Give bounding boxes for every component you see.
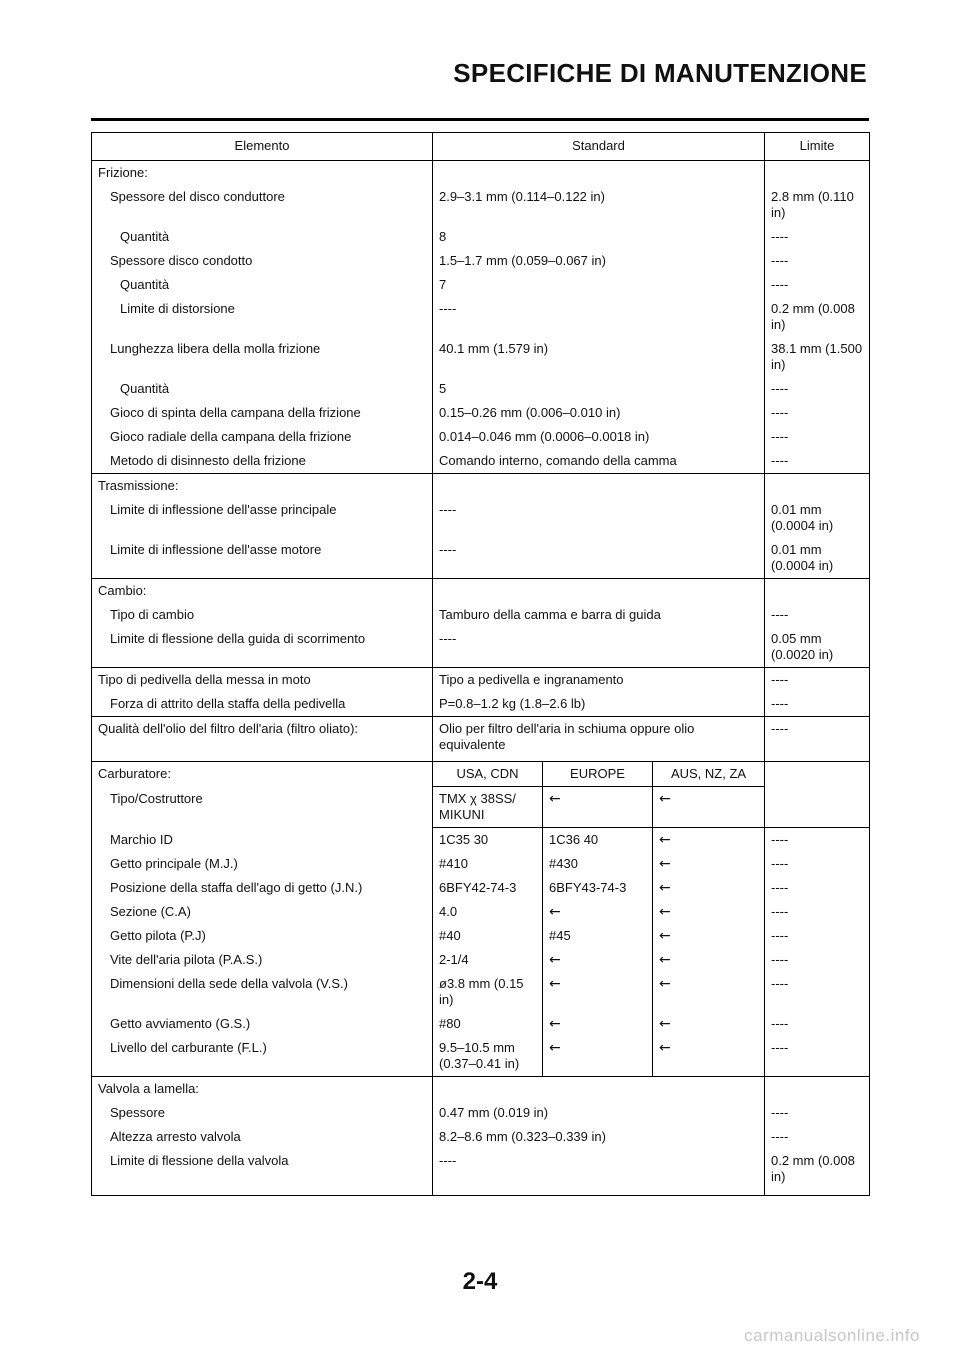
table-row (92, 1101, 870, 1125)
row-label: Spessore (92, 1101, 433, 1125)
row-limit: ---- (765, 924, 870, 948)
row-limit: ---- (765, 972, 870, 1012)
row-label: Metodo di disinnesto della frizione (92, 449, 433, 474)
row-label: Tipo/Costruttore (92, 787, 433, 828)
row-label: Dimensioni della sede della valvola (V.S.) (92, 972, 433, 1012)
row-value-europe: ← (543, 900, 653, 924)
section-heading-reed-valve: Valvola a lamella: (92, 1077, 433, 1102)
row-limit: 0.01 mm (0.0004 in) (765, 498, 870, 538)
row-limit: ---- (765, 273, 870, 297)
row-limit: ---- (765, 692, 870, 717)
table-row (92, 717, 870, 762)
row-value-europe: #430 (543, 852, 653, 876)
table-row (92, 972, 870, 1012)
row-limit: ---- (765, 948, 870, 972)
row-label: Spessore disco condotto (92, 249, 433, 273)
row-label: Gioco radiale della campana della frizione (92, 425, 433, 449)
row-limit: 38.1 mm (1.500 in) (765, 337, 870, 377)
table-row (92, 538, 870, 579)
row-value-usa-cdn: #40 (433, 924, 543, 948)
row-value-aus-nz-za: ← (653, 972, 765, 1012)
row-limit: ---- (765, 249, 870, 273)
row-value-aus-nz-za: ← (653, 924, 765, 948)
table-row (92, 603, 870, 627)
table-row (92, 425, 870, 449)
row-standard: 7 (433, 273, 765, 297)
row-value-usa-cdn: 1C35 30 (433, 828, 543, 853)
table-row (92, 762, 870, 787)
table-header-row (92, 133, 870, 161)
table-row (92, 876, 870, 900)
row-value-aus-nz-za: ← (653, 1012, 765, 1036)
row-standard: P=0.8–1.2 kg (1.8–2.6 lb) (433, 692, 765, 717)
row-label: Spessore del disco conduttore (92, 185, 433, 225)
row-standard: 8.2–8.6 mm (0.323–0.339 in) (433, 1125, 765, 1149)
region-header-europe: EUROPE (543, 762, 653, 787)
row-label: Vite dell'aria pilota (P.A.S.) (92, 948, 433, 972)
table-row (92, 161, 870, 186)
table-row (92, 787, 870, 828)
row-value-usa-cdn: #410 (433, 852, 543, 876)
row-label: Limite di inflessione dell'asse principale (92, 498, 433, 538)
row-value-usa-cdn: 2-1/4 (433, 948, 543, 972)
row-limit: 0.01 mm (0.0004 in) (765, 538, 870, 579)
row-standard: ---- (433, 627, 765, 668)
watermark: carmanualsonline.info (744, 1326, 920, 1345)
table-row (92, 1012, 870, 1036)
row-limit: ---- (765, 1036, 870, 1077)
row-label: Posizione della staffa dell'ago di getto (J.N.) (92, 876, 433, 900)
row-label: Gioco di spinta della campana della frizione (92, 401, 433, 425)
row-label: Quantità (92, 273, 433, 297)
row-standard: Comando interno, comando della camma (433, 449, 765, 474)
page-title: SPECIFICHE DI MANUTENZIONE (453, 58, 867, 88)
row-limit: ---- (765, 828, 870, 853)
row-label: Sezione (C.A) (92, 900, 433, 924)
row-label: Getto pilota (P.J) (92, 924, 433, 948)
section-heading-clutch: Frizione: (92, 161, 433, 186)
row-label: Quantità (92, 225, 433, 249)
row-value-aus-nz-za: ← (653, 852, 765, 876)
table-row (92, 948, 870, 972)
row-standard: 5 (433, 377, 765, 401)
row-limit: ---- (765, 1101, 870, 1125)
row-limit: ---- (765, 449, 870, 474)
row-value-usa-cdn: ø3.8 mm (0.15 in) (433, 972, 543, 1012)
row-standard: 2.9–3.1 mm (0.114–0.122 in) (433, 185, 765, 225)
row-limit: ---- (765, 900, 870, 924)
row-limit: ---- (765, 1125, 870, 1149)
column-header-standard: Standard (433, 133, 765, 161)
row-limit: ---- (765, 876, 870, 900)
row-standard: 1.5–1.7 mm (0.059–0.067 in) (433, 249, 765, 273)
row-value-europe: ← (543, 787, 653, 828)
table-row (92, 273, 870, 297)
row-standard: 40.1 mm (1.579 in) (433, 337, 765, 377)
row-limit: 2.8 mm (0.110 in) (765, 185, 870, 225)
table-row (92, 249, 870, 273)
table-row (92, 474, 870, 499)
row-label: Forza di attrito della staffa della pedivella (92, 692, 433, 717)
row-limit: ---- (765, 401, 870, 425)
row-label: Getto principale (M.J.) (92, 852, 433, 876)
row-label: Livello del carburante (F.L.) (92, 1036, 433, 1077)
row-label: Altezza arresto valvola (92, 1125, 433, 1149)
row-limit: ---- (765, 603, 870, 627)
table-row (92, 627, 870, 668)
table-row (92, 900, 870, 924)
row-limit: ---- (765, 717, 870, 762)
row-value-aus-nz-za: ← (653, 900, 765, 924)
table-row (92, 401, 870, 425)
maintenance-spec-table (91, 132, 870, 1196)
table-row (92, 579, 870, 604)
column-header-item: Elemento (92, 133, 433, 161)
row-label: Limite di flessione della guida di scorrimento (92, 627, 433, 668)
row-label: Getto avviamento (G.S.) (92, 1012, 433, 1036)
table-row (92, 1125, 870, 1149)
table-row (92, 297, 870, 337)
row-label: Tipo di pedivella della messa in moto (92, 668, 433, 693)
row-standard: ---- (433, 297, 765, 337)
row-value-aus-nz-za: ← (653, 1036, 765, 1077)
table-row (92, 692, 870, 717)
row-standard: 0.15–0.26 mm (0.006–0.010 in) (433, 401, 765, 425)
table-row (92, 668, 870, 693)
title-divider (91, 118, 869, 121)
row-value-europe: ← (543, 972, 653, 1012)
row-label: Marchio ID (92, 828, 433, 853)
section-heading-shift: Cambio: (92, 579, 433, 604)
table-row (92, 498, 870, 538)
row-limit: ---- (765, 225, 870, 249)
table-row (92, 337, 870, 377)
row-value-europe: ← (543, 1036, 653, 1077)
row-limit: ---- (765, 1012, 870, 1036)
row-value-europe: #45 (543, 924, 653, 948)
table-row (92, 1149, 870, 1196)
section-heading-carburetor: Carburatore: (92, 762, 433, 787)
row-label: Qualità dell'olio del filtro dell'aria (filtro oliato): (92, 717, 433, 762)
row-value-usa-cdn: 6BFY42-74-3 (433, 876, 543, 900)
row-standard: Tipo a pedivella e ingranamento (433, 668, 765, 693)
row-limit: ---- (765, 668, 870, 693)
table-row (92, 377, 870, 401)
section-heading-transmission: Trasmissione: (92, 474, 433, 499)
row-value-aus-nz-za: ← (653, 828, 765, 853)
row-standard: 0.47 mm (0.019 in) (433, 1101, 765, 1125)
region-header-usa-cdn: USA, CDN (433, 762, 543, 787)
row-standard: 8 (433, 225, 765, 249)
table-row (92, 185, 870, 225)
row-value-usa-cdn: #80 (433, 1012, 543, 1036)
row-label: Tipo di cambio (92, 603, 433, 627)
row-value-europe: 6BFY43-74-3 (543, 876, 653, 900)
table-row (92, 852, 870, 876)
row-limit: ---- (765, 425, 870, 449)
table-row (92, 924, 870, 948)
table-row (92, 828, 870, 853)
row-value-aus-nz-za: ← (653, 787, 765, 828)
column-header-limit: Limite (765, 133, 870, 161)
region-header-aus-nz-za: AUS, NZ, ZA (653, 762, 765, 787)
row-label: Limite di distorsione (92, 297, 433, 337)
row-value-aus-nz-za: ← (653, 948, 765, 972)
row-standard: ---- (433, 498, 765, 538)
page-number: 2-4 (462, 1268, 498, 1295)
row-value-europe: ← (543, 948, 653, 972)
row-value-usa-cdn: 4.0 (433, 900, 543, 924)
row-value-usa-cdn: TMX χ 38SS/ MIKUNI (433, 787, 543, 828)
row-standard: 0.014–0.046 mm (0.0006–0.0018 in) (433, 425, 765, 449)
row-standard: ---- (433, 538, 765, 579)
row-value-usa-cdn: 9.5–10.5 mm (0.37–0.41 in) (433, 1036, 543, 1077)
row-limit: 0.2 mm (0.008 in) (765, 1149, 870, 1196)
row-value-europe: ← (543, 1012, 653, 1036)
row-standard: Tamburo della camma e barra di guida (433, 603, 765, 627)
table-row (92, 449, 870, 474)
table-row (92, 1077, 870, 1102)
row-limit: 0.05 mm (0.0020 in) (765, 627, 870, 668)
table-row (92, 1036, 870, 1077)
row-label: Lunghezza libera della molla frizione (92, 337, 433, 377)
row-label: Limite di inflessione dell'asse motore (92, 538, 433, 579)
row-standard: Olio per filtro dell'aria in schiuma oppure olio equivalente (433, 717, 765, 762)
row-value-europe: 1C36 40 (543, 828, 653, 853)
row-value-aus-nz-za: ← (653, 876, 765, 900)
row-limit: 0.2 mm (0.008 in) (765, 297, 870, 337)
row-label: Limite di flessione della valvola (92, 1149, 433, 1196)
table-row (92, 225, 870, 249)
row-limit: ---- (765, 852, 870, 876)
row-limit: ---- (765, 377, 870, 401)
row-label: Quantità (92, 377, 433, 401)
row-standard: ---- (433, 1149, 765, 1196)
